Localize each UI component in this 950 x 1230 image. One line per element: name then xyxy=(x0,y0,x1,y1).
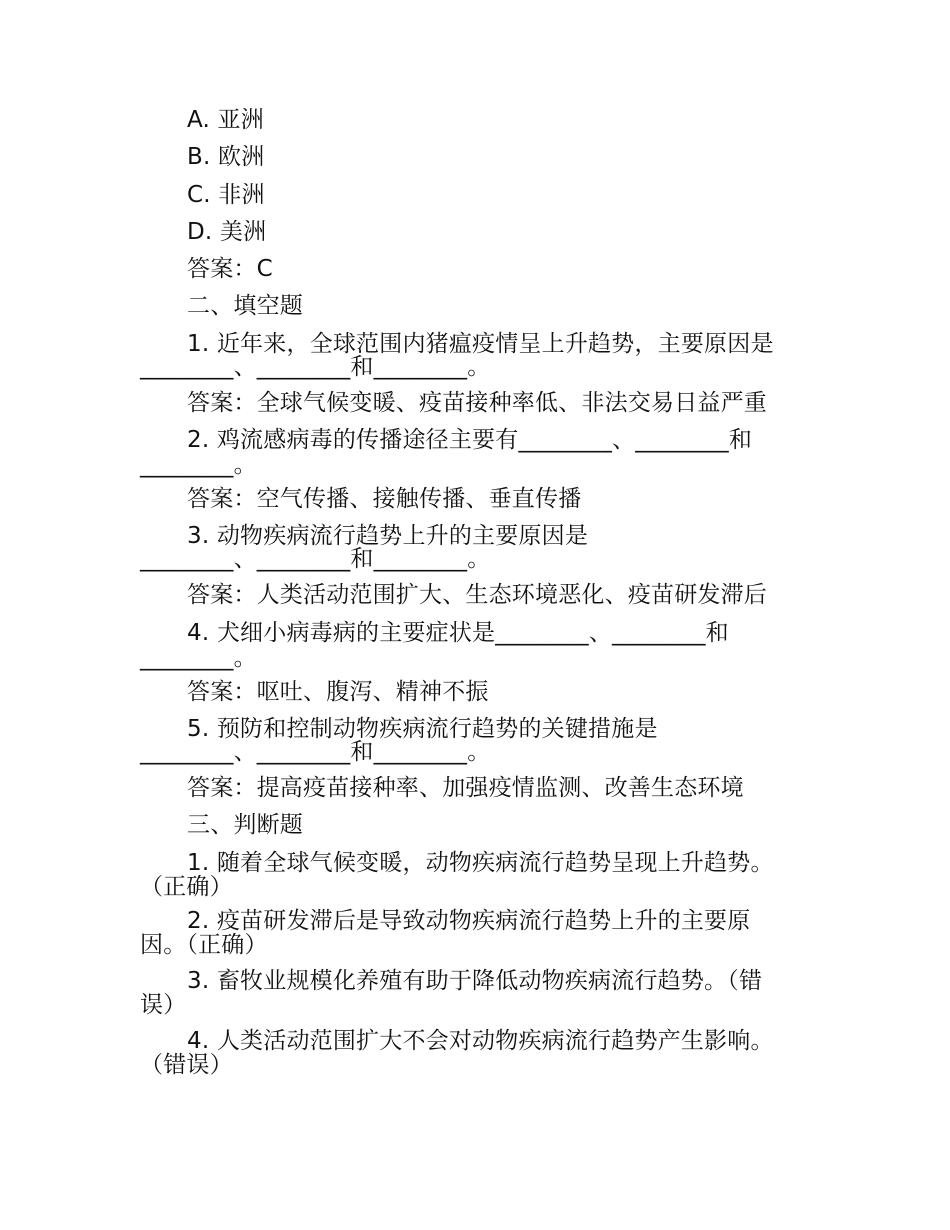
fill-q5-answer: 答案：提高疫苗接种率、加强疫情监测、改善生态环境 xyxy=(187,775,744,801)
fill-q3-line2: ________、________和________。 xyxy=(140,546,491,572)
option-c: C. 非洲 xyxy=(187,182,265,208)
fill-q2-line1: 2. 鸡流感病毒的传播途径主要有________、________和 xyxy=(187,427,753,453)
true-false-heading: 三、判断题 xyxy=(187,812,303,838)
fill-q1-line1: 1. 近年来，全球范围内猪瘟疫情呈上升趋势，主要原因是 xyxy=(187,331,774,357)
fill-q5-line2: ________、________和________。 xyxy=(140,739,491,765)
fill-q2-answer: 答案：空气传播、接触传播、垂直传播 xyxy=(187,486,582,512)
fill-q4-line2: ________。 xyxy=(140,645,257,671)
fill-q5-line1: 5. 预防和控制动物疾病流行趋势的关键措施是 xyxy=(187,716,658,742)
tf-q4-line1: 4. 人类活动范围扩大不会对动物疾病流行趋势产生影响。 xyxy=(187,1028,774,1054)
fill-q3-answer: 答案：人类活动范围扩大、生态环境恶化、疫苗研发滞后 xyxy=(187,582,767,608)
fill-q2-line2: ________。 xyxy=(140,452,257,478)
tf-q4-line2: （错误） xyxy=(140,1052,233,1078)
tf-q2-line2: 因。（正确） xyxy=(140,932,268,958)
tf-q3-line2: 误） xyxy=(140,992,187,1018)
tf-q1-line2: （正确） xyxy=(140,874,233,900)
tf-q3-line1: 3. 畜牧业规模化养殖有助于降低动物疾病流行趋势。（错 xyxy=(187,968,763,994)
tf-q1-line1: 1. 随着全球气候变暖，动物疾病流行趋势呈现上升趋势。 xyxy=(187,850,774,876)
fill-q4-line1: 4. 犬细小病毒病的主要症状是________、________和 xyxy=(187,620,729,646)
fill-q1-answer: 答案：全球气候变暖、疫苗接种率低、非法交易日益严重 xyxy=(187,390,767,416)
mc-answer: 答案：C xyxy=(187,256,273,282)
fill-q3-line1: 3. 动物疾病流行趋势上升的主要原因是 xyxy=(187,523,589,549)
fill-blank-heading: 二、填空题 xyxy=(187,293,303,319)
option-b: B. 欧洲 xyxy=(187,144,265,170)
tf-q2-line1: 2. 疫苗研发滞后是导致动物疾病流行趋势上升的主要原 xyxy=(187,908,751,934)
fill-q1-line2: ________、________和________。 xyxy=(140,354,491,380)
option-d: D. 美洲 xyxy=(187,219,267,245)
option-a: A. 亚洲 xyxy=(187,107,264,133)
fill-q4-answer: 答案：呕吐、腹泻、精神不振 xyxy=(187,679,489,705)
